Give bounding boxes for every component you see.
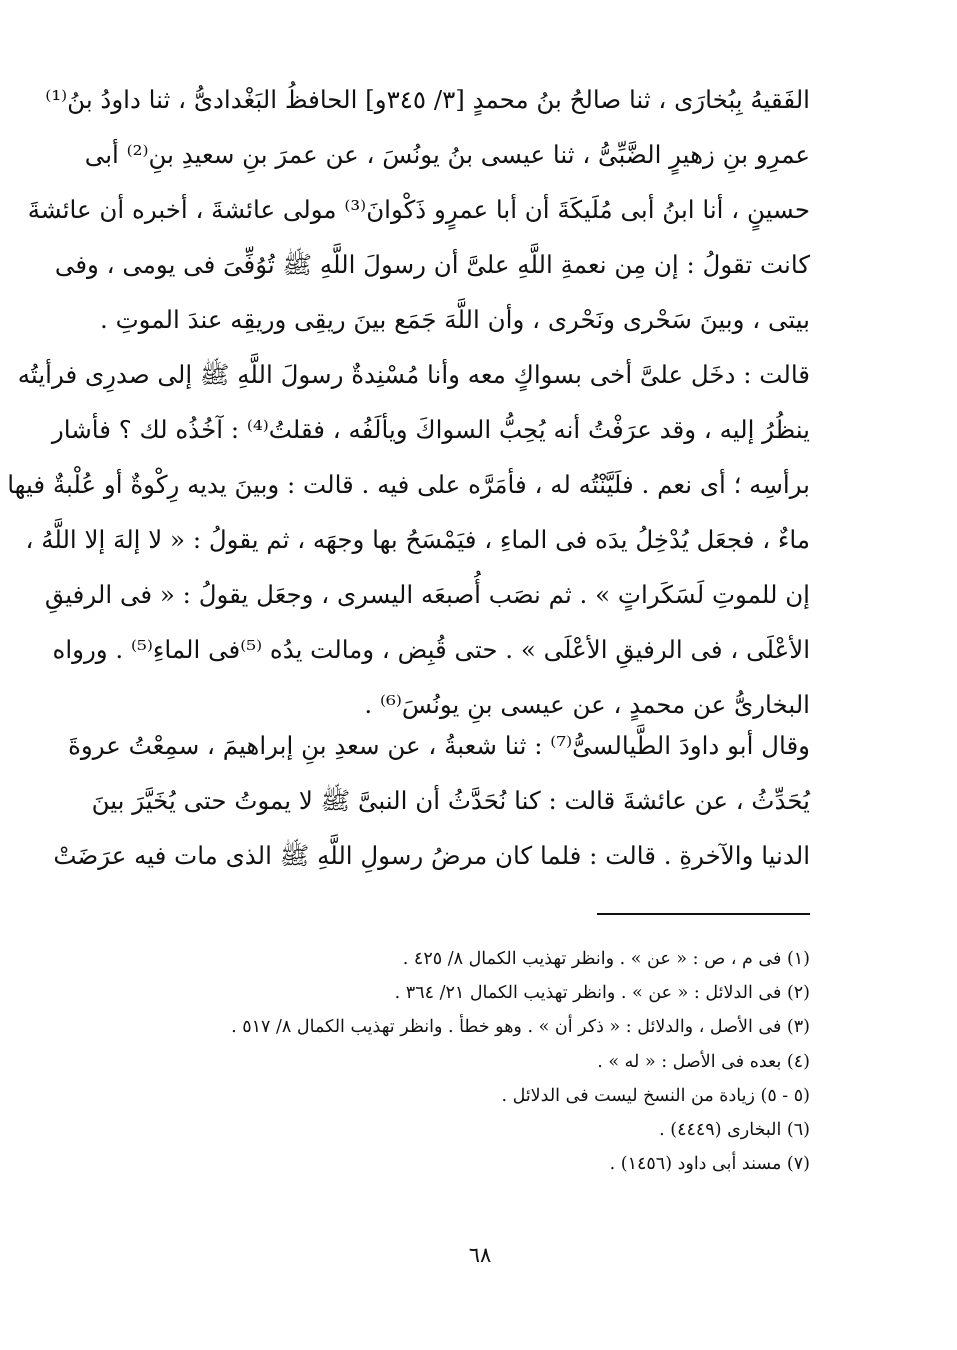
text-line: الأعْلَى ، فى الرفيقِ الأعْلَى » . حتى قُبِض ، ومالت يدُه ⁽⁵⁾فى الماءِ⁽⁵⁾ . ورواه	[52, 635, 810, 664]
text-line: حسينٍ ، أنا ابنُ أبى مُلَيكَةَ أن أبا عمرٍو ذَكْوانَ⁽³⁾ مولى عائشةَ ، أخبره أن عائشةَ	[27, 195, 810, 224]
text-line: إن للموتِ لَسَكَراتٍ » . ثم نصَب أُصبعَه اليسرى ، وجعَل يقولُ : « فى الرفيقِ	[44, 580, 810, 609]
main-paragraph	[7, 72, 810, 732]
text-line: بيتى ، وبينَ سَحْرى ونَحْرى ، وأن اللَّهَ جَمَع بينَ ريقِى وريقِه عندَ الموتِ .	[100, 305, 810, 334]
footnote-separator	[597, 913, 810, 915]
footnote: (٥ - ٥) زيادة من النسخ ليست فى الدلائل .	[501, 1085, 810, 1106]
text-line: عمرِو بنِ زهيرٍ الضَّبِّىُّ ، ثنا عيسى بنُ يونُسَ ، عن عمرَ بنِ سعيدِ بنِ⁽²⁾ أبى	[84, 140, 810, 169]
text-line: كانت تقولُ : إن مِن نعمةِ اللَّهِ علىَّ أن رسولَ اللَّهِ ﷺ تُوُفِّىَ فى يومى ، وفى	[54, 250, 810, 279]
page-number: ٦٨	[468, 1243, 492, 1267]
text-line: يُحَدِّثُ ، عن عائشةَ قالت : كنا نُحَدَّثُ أن النبىَّ ﷺ لا يموتُ حتى يُخَيَّرَ بينَ	[91, 786, 810, 815]
text-line: البخارىُّ عن محمدٍ ، عن عيسى بنِ يونُسَ⁽⁶⁾ .	[364, 690, 810, 719]
text-line: ينظُرُ إليه ، وقد عرَفْتُ أنه يُحِبُّ السواكَ ويألَفُه ، فقلتُ⁽⁴⁾ : آخُذُه لك ؟ فأشار	[51, 415, 810, 444]
text-line: ماءٌ ، فجعَل يُدْخِلُ يدَه فى الماءِ ، فيَمْسَحُ بها وجهَه ، ثم يقولُ : « لا إلهَ إلا اللَّهُ ،	[25, 525, 810, 554]
text-line: وقال أبو داودَ الطَّيالسىُّ⁽⁷⁾ : ثنا شعبةُ ، عن سعدِ بنِ إبراهيمَ ، سمِعْتُ عروةَ	[68, 731, 810, 760]
footnote: (٣) فى الأصل ، والدلائل : « ذكر أن » . وهو خطأ . وانظر تهذيب الكمال ٨/ ٥١٧ .	[231, 1017, 810, 1038]
footnote: (١) فى م ، ص : « عن » . وانظر تهذيب الكمال ٨/ ٤٢٥ .	[402, 949, 810, 969]
footnote: (٤) بعده فى الأصل : « له » .	[597, 1051, 810, 1072]
text-line: برأسِه ؛ أى نعم . فلَيَّنْتُه له ، فأمَرَّه على فيه . قالت : وبينَ يديه رِكْوةٌ أو عُلْبةٌ فيها	[7, 470, 810, 499]
footnote: (٧) مسند أبى داود (١٤٥٦) .	[609, 1154, 810, 1175]
footnotes	[150, 942, 810, 1181]
second-paragraph	[53, 718, 810, 883]
text-line: قالت : دخَل علىَّ أخى بسواكٍ معه وأنا مُسْنِدةٌ رسولَ اللَّهِ ﷺ إلى صدرِى فرأيتُه	[17, 360, 810, 389]
text-line: الفَقيهُ بِبُخارَى ، ثنا صالحُ بنُ محمدٍ [٣/ ٣٤٥و] الحافظُ البَغْدادىُّ ، ثنا داودُ بنُ⁽¹⁾	[45, 85, 810, 114]
text-line: الدنيا والآخرةِ . قالت : فلما كان مرضُ رسولِ اللَّهِ ﷺ الذى مات فيه عرَضَتْ	[53, 841, 810, 870]
footnote: (٢) فى الدلائل : « عن » . وانظر تهذيب الكمال ٢١/ ٣٦٤ .	[394, 983, 810, 1004]
footnote: (٦) البخارى (٤٤٤٩) .	[659, 1119, 810, 1140]
